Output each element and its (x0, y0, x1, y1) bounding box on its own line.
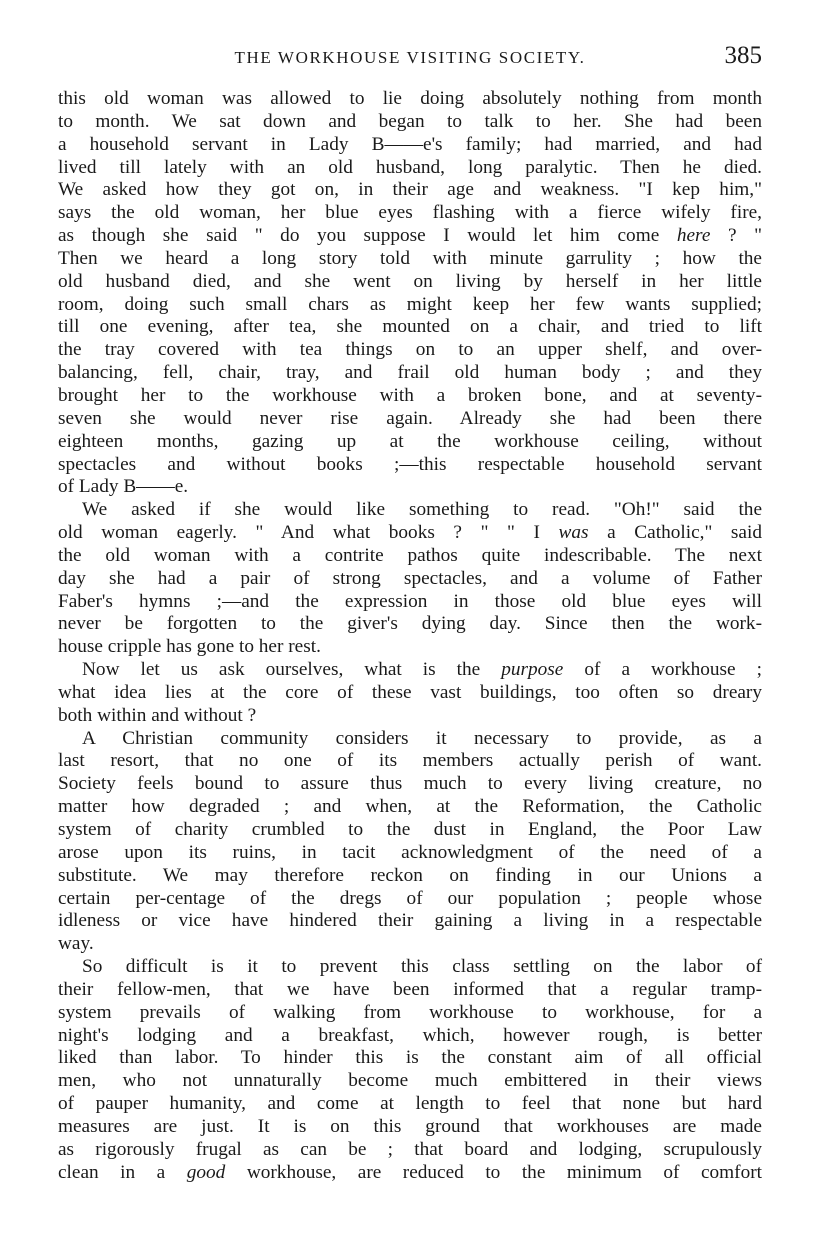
text-line: arose upon its ruins, in tacit acknowledgment of the need of a (58, 841, 762, 863)
text-line: a household servant in Lady B——e's family; had married, and had (58, 133, 762, 155)
text-line: the old woman with a contrite pathos quite indescribable. The next (58, 544, 762, 566)
text-line: liked than labor. To hinder this is the constant aim of all official (58, 1047, 762, 1069)
page-number: 385 (724, 42, 762, 69)
text-line: day she had a pair of strong spectacles, and a volume of Father (58, 567, 762, 589)
text-line: way. (58, 933, 94, 955)
text-line: system prevails of walking from workhouse to workhouse, for a (58, 1001, 762, 1023)
text-line: of Lady B——e. (58, 476, 189, 498)
text-line: what idea lies at the core of these vast buildings, too often so dreary (58, 681, 762, 703)
text-line: last resort, that no one of its members actually perish of want. (58, 750, 762, 772)
text-line: room, doing such small chars as might keep her few wants supplied; (58, 293, 762, 315)
text-line: We asked how they got on, in their age and weakness. "I kep him," (58, 179, 762, 201)
text-line: as though she said " do you suppose I would let him come here ? " (58, 225, 762, 247)
text-line: to month. We sat down and began to talk to her. She had been (58, 110, 762, 132)
text-line: house cripple has gone to her rest. (58, 636, 321, 658)
text-line: Then we heard a long story told with minute garrulity ; how the (58, 247, 762, 269)
text-line: Society feels bound to assure thus much to every living creature, no (58, 773, 762, 795)
text-line: of pauper humanity, and come at length to feel that none but hard (58, 1093, 762, 1115)
text-line: old husband died, and she went on living by herself in her little (58, 270, 762, 292)
text-line: as rigorously frugal as can be ; that board and lodging, scrupulously (58, 1138, 762, 1160)
text-line: Faber's hymns ;—and the expression in those old blue eyes will (58, 590, 762, 612)
text-line: eighteen months, gazing up at the workhouse ceiling, without (58, 430, 762, 452)
text-line: Now let us ask ourselves, what is the purpose of a workhouse ; (82, 659, 762, 681)
text-line: We asked if she would like something to read. "Oh!" said the (82, 499, 762, 521)
text-line: old woman eagerly. " And what books ? " " I was a Catholic," said (58, 522, 762, 544)
text-line: So difficult is it to prevent this class settling on the labor of (82, 956, 762, 978)
text-line: men, who not unnaturally become much embittered in their views (58, 1070, 762, 1092)
text-line: both within and without ? (58, 704, 257, 726)
text-line: spectacles and without books ;—this respectable household servant (58, 453, 762, 475)
text-line: says the old woman, her blue eyes flashing with a fierce wifely fire, (58, 202, 762, 224)
text-line: lived till lately with an old husband, long paralytic. Then he died. (58, 156, 762, 178)
text-line: clean in a good workhouse, are reduced to the minimum of comfort (58, 1161, 762, 1183)
running-head: THE WORKHOUSE VISITING SOCIETY. (234, 48, 586, 67)
text-line: their fellow-men, that we have been informed that a regular tramp- (58, 978, 762, 1000)
text-line: A Christian community considers it necessary to provide, as a (82, 727, 762, 749)
text-line: brought her to the workhouse with a broken bone, and at seventy- (58, 384, 762, 406)
text-line: seven she would never rise again. Already she had been there (58, 407, 762, 429)
text-line: matter how degraded ; and when, at the Reformation, the Catholic (58, 796, 762, 818)
page-header (58, 38, 762, 78)
text-line: idleness or vice have hindered their gaining a living in a respectable (58, 910, 762, 932)
text-line: the tray covered with tea things on to an upper shelf, and over- (58, 339, 762, 361)
text-line: measures are just. It is on this ground that workhouses are made (58, 1115, 762, 1137)
text-line: never be forgotten to the giver's dying day. Since then the work- (58, 613, 762, 635)
text-line: till one evening, after tea, she mounted on a chair, and tried to lift (58, 316, 762, 338)
text-line: substitute. We may therefore reckon on finding in our Unions a (58, 864, 762, 886)
text-line: this old woman was allowed to lie doing absolutely nothing from month (58, 88, 762, 109)
text-line: certain per-centage of the dregs of our population ; people whose (58, 887, 762, 909)
text-line: night's lodging and a breakfast, which, however rough, is better (58, 1024, 762, 1046)
body-text (58, 88, 762, 1185)
text-line: system of charity crumbled to the dust in England, the Poor Law (58, 819, 762, 840)
text-line: balancing, fell, chair, tray, and frail old human body ; and they (58, 362, 762, 384)
